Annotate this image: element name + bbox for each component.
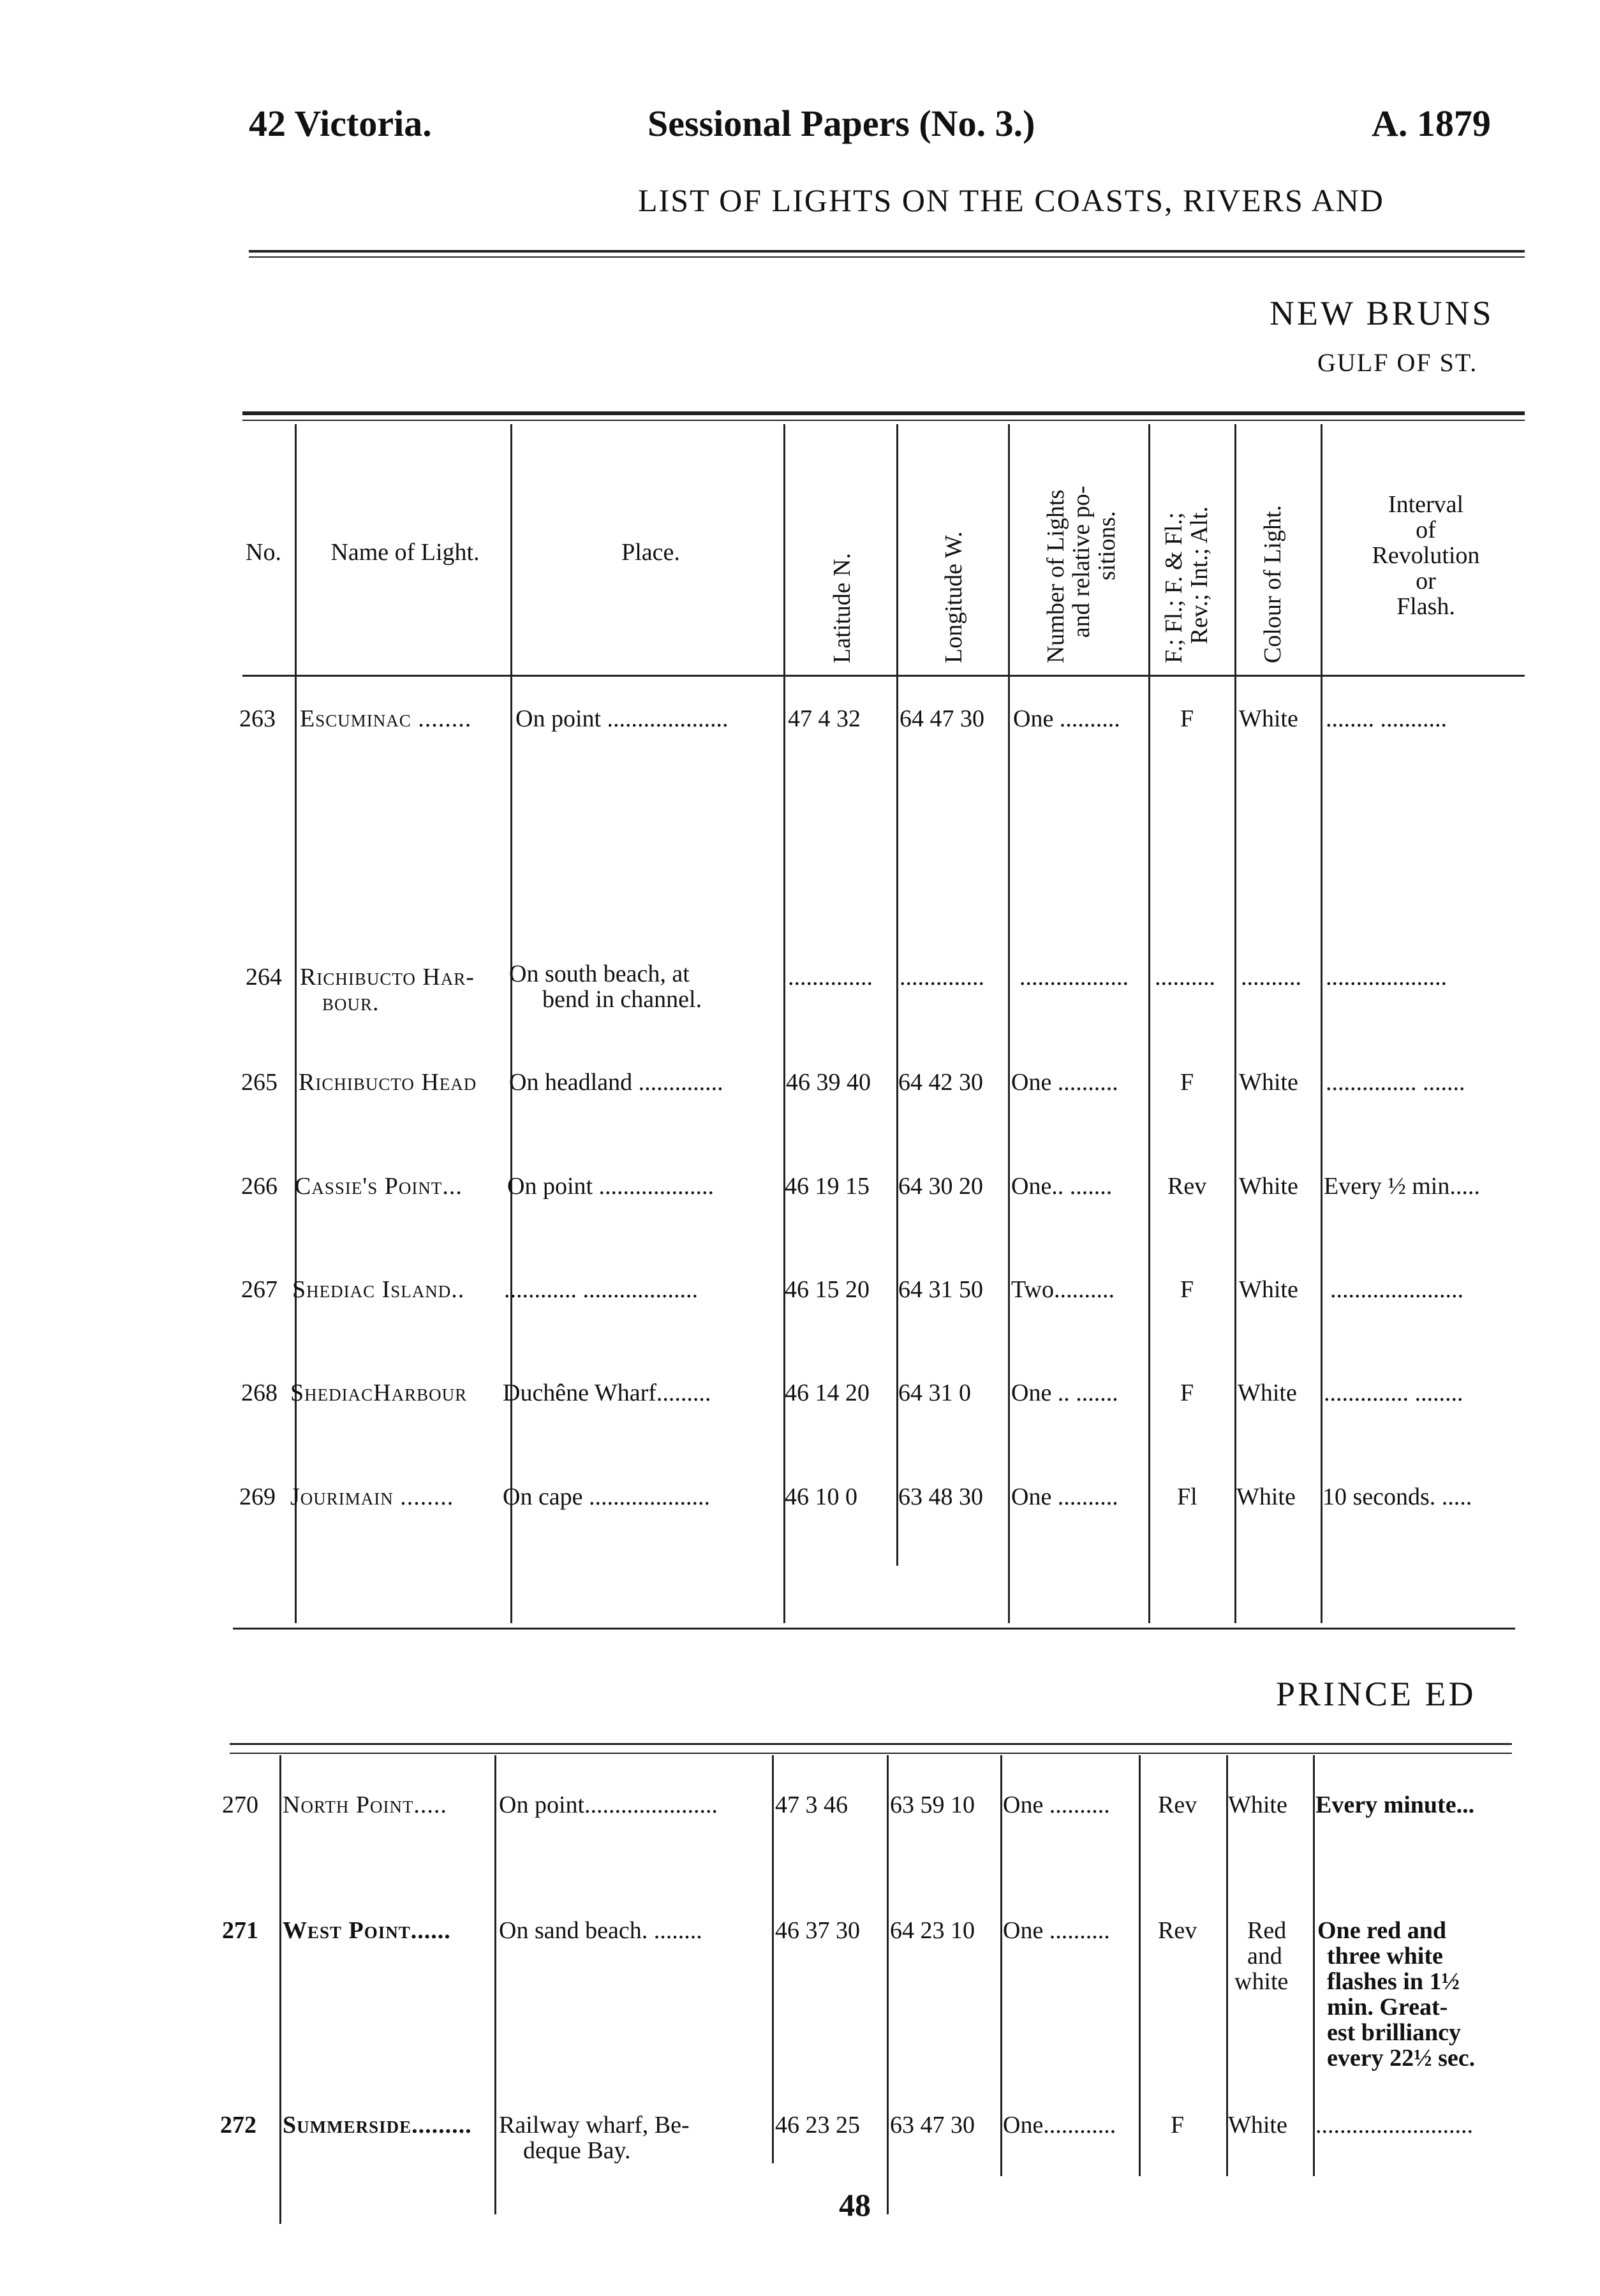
row-place: Railway wharf, Be- bbox=[499, 2112, 690, 2138]
col-divider bbox=[1008, 424, 1010, 1623]
row-name: Shediac Island.. bbox=[292, 1276, 465, 1303]
row-lon: 64 30 20 bbox=[898, 1173, 983, 1200]
row-type: Rev bbox=[1158, 1917, 1197, 1944]
row-type: Rev bbox=[1167, 1173, 1207, 1200]
row-name-cont: bour. bbox=[322, 989, 380, 1016]
row-lat: 46 37 30 bbox=[775, 1917, 860, 1944]
row-num: One.. ....... bbox=[1011, 1173, 1113, 1200]
row-place: On point...................... bbox=[499, 1792, 718, 1818]
row-num: One .......... bbox=[1003, 1917, 1110, 1944]
row-place: On point ................... bbox=[507, 1173, 715, 1200]
col-header-longitude: Longitude W. bbox=[940, 531, 967, 663]
col-header-type-a: F.; Fl.; F. & Fl.; bbox=[1160, 512, 1187, 663]
col-divider bbox=[295, 424, 297, 1623]
row-colour: White bbox=[1239, 1173, 1298, 1200]
row-name: ShediacHarbour bbox=[290, 1380, 468, 1406]
row-type: Rev bbox=[1158, 1792, 1197, 1818]
col-header-number-a: Number of Lights bbox=[1042, 489, 1069, 663]
row-name: Jourimain ........ bbox=[290, 1483, 454, 1510]
row-num: Two.......... bbox=[1011, 1276, 1115, 1303]
row-colour-cont: white bbox=[1234, 1968, 1289, 1995]
row-interval-cont: est brilliancy bbox=[1327, 2019, 1462, 2046]
row-interval: ............... ....... bbox=[1326, 1069, 1465, 1096]
row-place-cont: bend in channel. bbox=[542, 986, 702, 1013]
row-interval: ........ ........... bbox=[1326, 705, 1447, 732]
row-lon: 63 59 10 bbox=[890, 1792, 975, 1818]
row-name: Cassie's Point... bbox=[295, 1173, 463, 1200]
row-num: One .......... bbox=[1011, 1483, 1118, 1510]
row-interval: Every minute... bbox=[1315, 1792, 1475, 1818]
row-interval: .............. ........ bbox=[1324, 1380, 1463, 1406]
row-num: .................. bbox=[1019, 964, 1129, 990]
section-subtitle-gulf: GULF OF ST. bbox=[1317, 348, 1478, 377]
col-divider bbox=[1000, 1755, 1002, 2176]
col-divider bbox=[1321, 424, 1322, 1623]
row-interval: .......................... bbox=[1315, 2112, 1473, 2138]
table2-top-rule-2 bbox=[230, 1753, 1512, 1754]
table-top-rule bbox=[242, 411, 1525, 415]
row-type: .......... bbox=[1155, 964, 1215, 990]
col-header-interval-b: of bbox=[1416, 517, 1436, 543]
row-lat: 47 3 46 bbox=[775, 1792, 848, 1818]
row-lon: 64 47 30 bbox=[900, 705, 984, 732]
row-interval: ...................... bbox=[1330, 1276, 1463, 1303]
row-name: Richibucto Head bbox=[299, 1069, 477, 1096]
row-type: F bbox=[1180, 1069, 1194, 1096]
row-name: North Point..... bbox=[283, 1792, 447, 1818]
row-lon: .............. bbox=[900, 964, 984, 990]
col-header-latitude: Latitude N. bbox=[829, 552, 856, 663]
row-no: 264 bbox=[246, 964, 282, 990]
row-colour: White bbox=[1239, 705, 1298, 732]
row-interval: Every ½ min..... bbox=[1324, 1173, 1480, 1200]
row-no: 271 bbox=[222, 1917, 258, 1944]
header-rule-2 bbox=[249, 256, 1525, 258]
row-colour: .......... bbox=[1241, 964, 1301, 990]
row-no: 263 bbox=[239, 705, 276, 732]
row-num: One .......... bbox=[1003, 1792, 1110, 1818]
header-rule bbox=[249, 250, 1525, 253]
row-colour: White bbox=[1239, 1069, 1298, 1096]
row-type: F bbox=[1171, 2112, 1185, 2138]
col-header-colour: Colour of Light. bbox=[1259, 504, 1286, 663]
row-num: One .. ....... bbox=[1011, 1380, 1118, 1406]
row-no: 269 bbox=[239, 1483, 276, 1510]
row-lon: 64 42 30 bbox=[898, 1069, 983, 1096]
column-header-rule bbox=[242, 675, 1525, 677]
col-header-type-b: Rev.; Int.; Alt. bbox=[1186, 506, 1213, 644]
row-lon: 64 31 50 bbox=[898, 1276, 983, 1303]
row-colour-cont: and bbox=[1247, 1943, 1282, 1969]
col-divider bbox=[1313, 1755, 1315, 2176]
row-place: On cape .................... bbox=[503, 1483, 711, 1510]
col-header-number-c: sitions. bbox=[1093, 511, 1120, 580]
col-header-interval-c: Revolution bbox=[1372, 542, 1480, 569]
table2-top-rule bbox=[230, 1743, 1512, 1745]
row-lat: 46 23 25 bbox=[775, 2112, 860, 2138]
row-place: Duchêne Wharf......... bbox=[503, 1380, 711, 1406]
header-right: A. 1879 bbox=[1372, 103, 1491, 144]
col-divider bbox=[1234, 424, 1236, 1623]
row-type: F bbox=[1180, 705, 1194, 732]
col-header-interval-e: Flash. bbox=[1396, 593, 1455, 620]
row-colour: White bbox=[1239, 1276, 1298, 1303]
row-lon: 64 23 10 bbox=[890, 1917, 975, 1944]
col-header-place: Place. bbox=[621, 539, 680, 566]
col-header-interval-a: Interval bbox=[1388, 491, 1464, 518]
row-type: Fl bbox=[1177, 1483, 1197, 1510]
col-divider bbox=[772, 1755, 774, 2163]
row-lat: 46 19 15 bbox=[785, 1173, 870, 1200]
row-no: 268 bbox=[241, 1380, 278, 1406]
row-no: 266 bbox=[241, 1173, 278, 1200]
row-place: On south beach, at bbox=[509, 960, 690, 987]
row-lat: 46 14 20 bbox=[785, 1380, 870, 1406]
row-interval-cont: three white bbox=[1327, 1943, 1443, 1969]
row-lat: 46 10 0 bbox=[785, 1483, 857, 1510]
row-lat: 46 15 20 bbox=[785, 1276, 870, 1303]
row-place: ............ ................... bbox=[504, 1276, 698, 1303]
col-divider bbox=[887, 1755, 889, 2214]
row-no: 265 bbox=[241, 1069, 278, 1096]
row-place-cont: deque Bay. bbox=[523, 2137, 631, 2164]
row-name: Escuminac ........ bbox=[300, 705, 472, 732]
row-colour: White bbox=[1228, 1792, 1287, 1818]
table-bottom-rule bbox=[233, 1628, 1515, 1630]
col-header-name: Name of Light. bbox=[330, 539, 480, 566]
row-interval: One red and bbox=[1317, 1917, 1447, 1944]
row-lon: 64 31 0 bbox=[898, 1380, 971, 1406]
row-lon: 63 48 30 bbox=[898, 1483, 983, 1510]
row-num: One .......... bbox=[1013, 705, 1120, 732]
row-name: Richibucto Har- bbox=[300, 964, 475, 990]
row-lat: 46 39 40 bbox=[786, 1069, 871, 1096]
row-colour: White bbox=[1236, 1483, 1296, 1510]
row-place: On point .................... bbox=[515, 705, 729, 732]
row-num: One............ bbox=[1003, 2112, 1116, 2138]
col-divider bbox=[783, 424, 785, 1623]
row-interval-cont: min. Great- bbox=[1327, 1994, 1448, 2020]
col-divider bbox=[510, 424, 512, 1623]
row-lat: 47 4 32 bbox=[788, 705, 861, 732]
row-place: On headland .............. bbox=[509, 1069, 723, 1096]
section-title-prince-edward: PRINCE ED bbox=[1276, 1675, 1476, 1713]
section-title-new-brunswick: NEW BRUNS bbox=[1270, 294, 1494, 332]
row-no: 272 bbox=[220, 2112, 256, 2138]
row-colour: White bbox=[1228, 2112, 1287, 2138]
row-lat: .............. bbox=[788, 964, 873, 990]
col-divider bbox=[494, 1755, 496, 2214]
row-no: 267 bbox=[241, 1276, 278, 1303]
row-num: One .......... bbox=[1011, 1069, 1118, 1096]
row-type: F bbox=[1180, 1276, 1194, 1303]
col-divider bbox=[1148, 424, 1150, 1623]
col-divider bbox=[1139, 1755, 1141, 2176]
row-name: West Point...... bbox=[283, 1917, 451, 1944]
col-header-interval-d: or bbox=[1416, 568, 1436, 594]
row-type: F bbox=[1180, 1380, 1194, 1406]
col-header-number-b: and relative po- bbox=[1068, 485, 1095, 638]
row-interval: .................... bbox=[1326, 964, 1447, 990]
page-subtitle: LIST OF LIGHTS ON THE COASTS, RIVERS AND bbox=[638, 182, 1384, 218]
row-interval-cont: every 22½ sec. bbox=[1327, 2045, 1476, 2072]
row-place: On sand beach. ........ bbox=[499, 1917, 702, 1944]
table-top-rule-2 bbox=[242, 420, 1525, 421]
row-no: 270 bbox=[222, 1792, 258, 1818]
page-number: 48 bbox=[839, 2187, 871, 2223]
col-header-no: No. bbox=[246, 539, 281, 566]
row-colour: White bbox=[1238, 1380, 1297, 1406]
header-center: Sessional Papers (No. 3.) bbox=[648, 103, 1035, 144]
row-interval: 10 seconds. ..... bbox=[1322, 1483, 1472, 1510]
row-colour: Red bbox=[1247, 1917, 1287, 1944]
row-name: Summerside......... bbox=[283, 2112, 472, 2138]
row-lon: 63 47 30 bbox=[890, 2112, 975, 2138]
col-divider bbox=[279, 1755, 281, 2224]
row-interval-cont: flashes in 1½ bbox=[1327, 1968, 1460, 1995]
header-left: 42 Victoria. bbox=[249, 103, 432, 144]
